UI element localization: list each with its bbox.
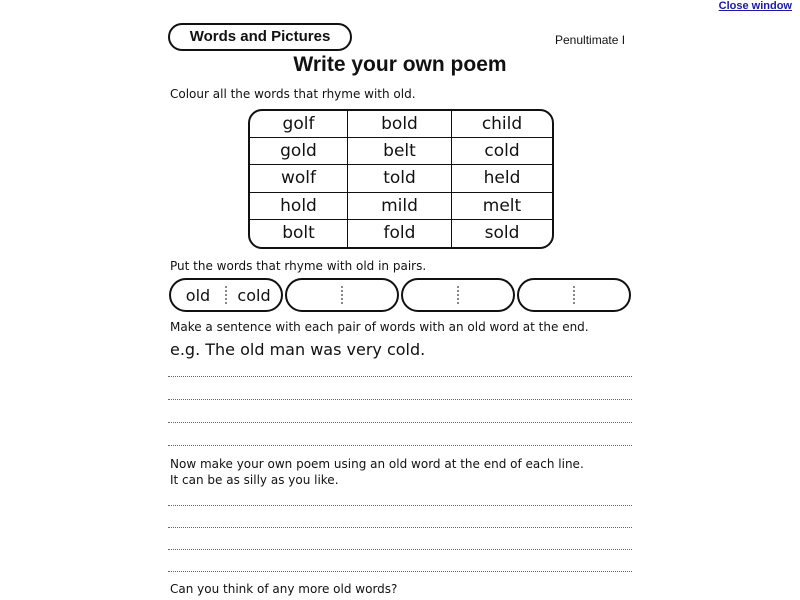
writing-line[interactable] bbox=[168, 527, 632, 528]
word-cell[interactable]: bolt bbox=[250, 220, 348, 247]
writing-line[interactable] bbox=[168, 571, 632, 572]
word-cell[interactable]: told bbox=[348, 165, 452, 192]
word-cell[interactable]: belt bbox=[348, 138, 452, 165]
pair-word-right[interactable] bbox=[459, 280, 513, 310]
word-cell[interactable]: wolf bbox=[250, 165, 348, 192]
instruction-sentence: Make a sentence with each pair of words with an old word at the end. bbox=[170, 320, 589, 334]
word-cell[interactable]: hold bbox=[250, 193, 348, 220]
writing-line[interactable] bbox=[168, 549, 632, 550]
pair-box-2[interactable] bbox=[285, 278, 399, 312]
word-cell[interactable]: fold bbox=[348, 220, 452, 247]
pair-word-left[interactable] bbox=[519, 280, 573, 310]
pair-word-right: cold bbox=[237, 285, 271, 305]
instruction-colour: Colour all the words that rhyme with old. bbox=[170, 87, 416, 101]
word-cell[interactable]: gold bbox=[250, 138, 348, 165]
word-cell[interactable]: mild bbox=[348, 193, 452, 220]
page-title: Write your own poem bbox=[293, 53, 507, 76]
close-window-link[interactable]: Close window bbox=[718, 0, 792, 12]
word-cell[interactable]: cold bbox=[452, 138, 552, 165]
pair-word-left: old bbox=[185, 285, 211, 305]
word-cell[interactable]: child bbox=[452, 111, 552, 138]
writing-line[interactable] bbox=[168, 422, 632, 423]
word-table bbox=[248, 109, 554, 249]
level-label: Penultimate I bbox=[555, 33, 626, 47]
writing-line[interactable] bbox=[168, 376, 632, 377]
pair-box-4[interactable] bbox=[517, 278, 631, 312]
word-cell[interactable]: sold bbox=[484, 223, 520, 244]
word-cell[interactable]: golf bbox=[250, 111, 348, 138]
word-cell[interactable]: bold bbox=[348, 111, 452, 138]
word-cell[interactable]: melt bbox=[452, 193, 552, 220]
instruction-more-words: Can you think of any more old words? bbox=[170, 582, 398, 596]
pair-word-left[interactable] bbox=[403, 280, 457, 310]
word-cell[interactable]: held bbox=[452, 165, 552, 192]
example-sentence: e.g. The old man was very cold. bbox=[170, 340, 426, 359]
pair-box-3[interactable] bbox=[401, 278, 515, 312]
writing-line[interactable] bbox=[168, 445, 632, 446]
writing-line[interactable] bbox=[168, 505, 632, 506]
pair-word-right[interactable] bbox=[575, 280, 629, 310]
series-badge: Words and Pictures bbox=[168, 23, 352, 51]
pair-box-1[interactable] bbox=[169, 278, 283, 312]
pair-word-left[interactable] bbox=[287, 280, 341, 310]
writing-line[interactable] bbox=[168, 399, 632, 400]
instruction-poem-2: It can be as silly as you like. bbox=[170, 473, 339, 487]
instruction-pairs: Put the words that rhyme with old in pairs. bbox=[170, 259, 427, 273]
pair-word-right[interactable] bbox=[343, 280, 397, 310]
instruction-poem-1: Now make your own poem using an old word at the end of each line. bbox=[170, 457, 584, 471]
